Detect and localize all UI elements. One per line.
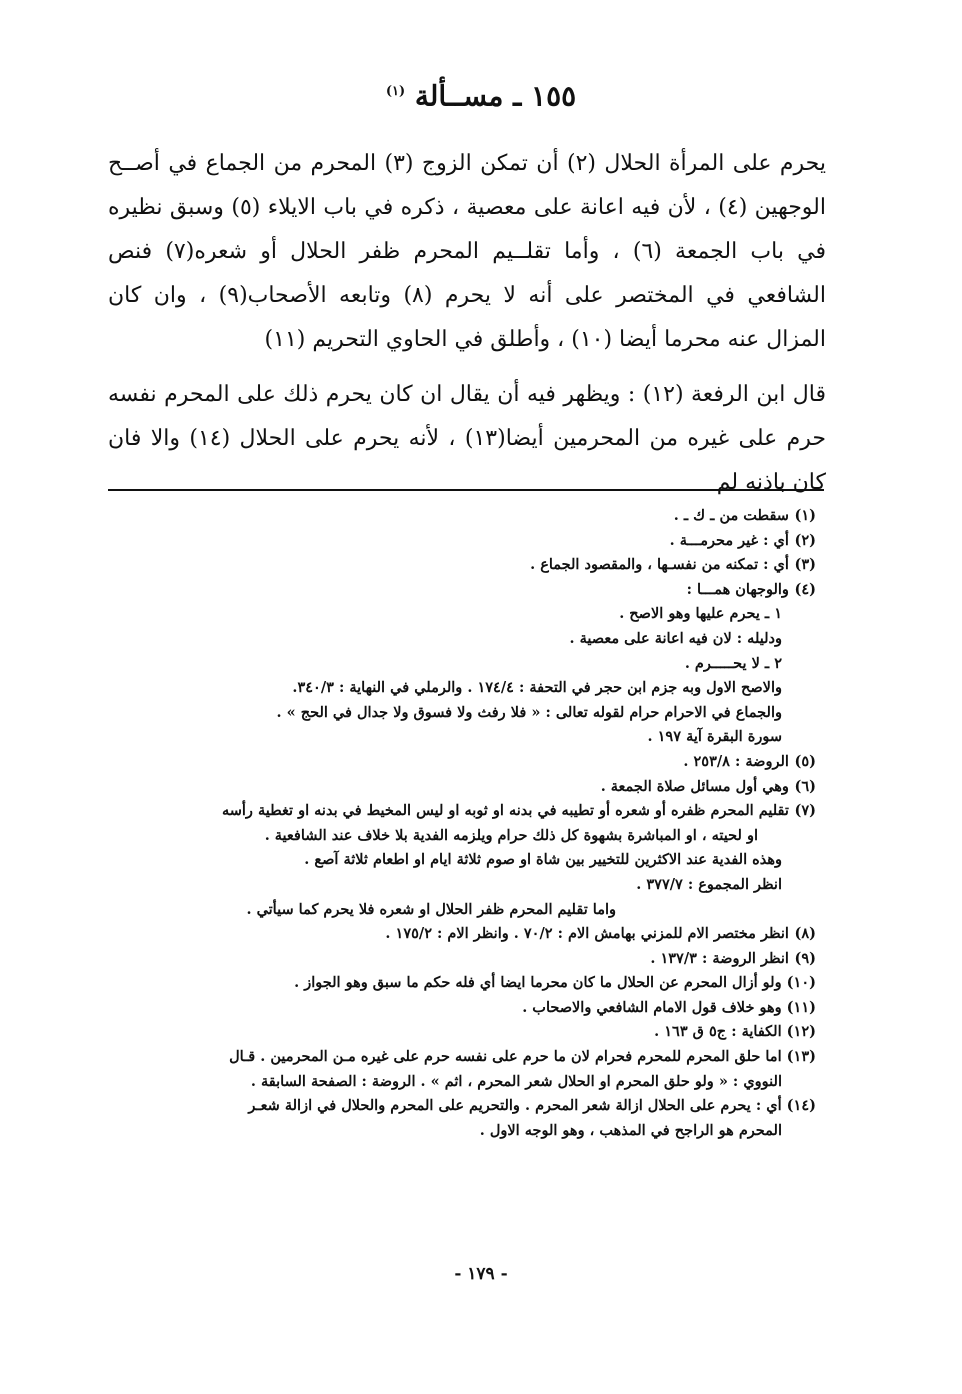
footnote-text: انظر الروضة : ١٣٧/٣ . [650, 949, 789, 967]
footnote-text: أي : يحرم على الحلال ازالة شعر المحرم . والتحريم على المحرم والحلال في ازالة شعـر [248, 1097, 782, 1115]
footnote-text: أي : تمكنه من نفسـها ، والمقصود الجماع . [530, 556, 789, 574]
footnote-line [104, 996, 816, 1021]
footnote-number: (١٠) [786, 974, 816, 992]
footnote-line [104, 529, 816, 554]
footnote-line [104, 848, 816, 873]
footnote-line [104, 1094, 816, 1119]
footnote-line [104, 775, 816, 800]
footnote-number: (٤) [794, 580, 816, 598]
footnote-text: تقليم المحرم ظفره أو شعره أو تطيبه في بدنه او ثوبه او ليس المخيط في بدنه او تغطية رأسه [221, 802, 789, 820]
footnote-line [104, 873, 816, 898]
heading-footnote-ref: (١) [385, 84, 406, 99]
footnote-number: (١٣) [786, 1048, 816, 1066]
issue-word: مســألة [414, 79, 504, 113]
footnote-line [104, 504, 816, 529]
footnote-line [104, 602, 816, 627]
issue-number: ١٥٥ [531, 79, 577, 113]
heading-dash: ـ [513, 79, 522, 113]
footnote-text: وهذه الفدية عند الاكثرين للتخيير بين شاة او صوم ثلاثة ايام او اطعام ثلاثة آصع . [304, 851, 782, 869]
footnote-number: (١) [794, 507, 816, 524]
footnote-text: والوجهان همـــا : [686, 580, 789, 598]
footnote-line [104, 701, 816, 726]
footnote-text: وهو خلاف قول الامام الشافعي والاصحاب . [522, 998, 782, 1016]
main-paragraph-1: يحرم على المرأة الحلال (٢) أن تمكن الزوج (٣) المحرم من الجماع في أصــح الوجهين (٤) ، لأن فيه اعانة على معصية ، ذكره في باب الايلاء (٥) وسبق نظيره في باب الجمعة (٦) ، وأما تقلــيم المحرم ظفر الحلال أو شعره(٧) فنص الشافعي في المختصر على أنه لا يحرم (٨) وتابعه الأصحاب(٩) ، وان كان المزال عنه محرما أيضا (١٠) ، وأطلق في الحاوي التحريم (١١) [108, 151, 827, 352]
footnote-text: الروضة : ٢٥٣/٨ . [683, 752, 789, 770]
footnotes [104, 504, 816, 1143]
footnote-text: انظر المجموع : ٣٧٧/٧ . [636, 875, 782, 893]
page-number: - ١٧٩ - [454, 1264, 508, 1284]
issue-heading [0, 72, 962, 116]
footnote-text: والجماع في الاحرام حرام لقوله تعالى : « فلا رفث ولا فسوق ولا جدال في الحج » . [276, 703, 782, 721]
footnote-text: او لحيته ، او المباشرة بشهوة كل ذلك حرام ويلزمه الفدية بلا خلاف عند الشافعية . [264, 826, 758, 844]
footnote-line [104, 1020, 816, 1045]
footnote-line [104, 750, 816, 775]
footnote-text: الكفاية : ج٥ ق ١٦٣ . [654, 1023, 782, 1041]
footnote-text: ودليله : لان فيه اعانة على معصية . [569, 629, 782, 647]
footnote-line [104, 799, 816, 824]
footnote-text: النووي : « ولو حلق المحرم او الحلال شعر المحرم ، اثم » . الروضة : الصفحة السابقة . [250, 1072, 782, 1090]
footnote-text: انظر مختصر الام للمزني بهامش الام : ٧٠/٢ . وانظر الام : ١٧٥/٢ . [385, 925, 789, 943]
footnote-number: (١١) [786, 998, 816, 1016]
footnote-number: (٨) [794, 925, 816, 943]
footnote-text: ١ ـ يحرم عليها وهو الاصح . [619, 605, 782, 623]
footnote-text: اما حلق المحرم للمحرم فحرام لان ما حرم على نفسه حرم على غيره مـن المحرمين . قـال [229, 1048, 782, 1066]
footnote-line [104, 725, 816, 750]
footnote-separator [108, 489, 824, 491]
footnote-line [104, 898, 816, 923]
footnote-number: (١٤) [786, 1097, 816, 1115]
footnote-number: (٥) [794, 752, 816, 770]
footnote-line [104, 1119, 816, 1144]
footnote-number: (١٢) [786, 1023, 816, 1041]
footnote-text: سورة البقرة آية ١٩٧ . [647, 728, 782, 746]
footnote-line [104, 922, 816, 947]
footnote-number: (٦) [794, 777, 816, 795]
footnote-line [104, 652, 816, 677]
footnote-text: واما تقليم المحرم ظفر الحلال او شعره فلا يحرم كما سيأتي . [246, 900, 616, 918]
footnote-line [104, 627, 816, 652]
footnote-line [104, 578, 816, 603]
footnote-text: المحرم هو الراجح في المذهب ، وهو الوجه الاول . [479, 1121, 782, 1139]
footnote-text: ولو أزال المحرم عن الحلال ما كان محرما ايضا أي فله حكم ما سبق وهو الجواز . [294, 974, 782, 992]
footnote-text: ٢ ـ لا يحـــــرم . [684, 654, 782, 672]
footnote-text: والاصح الاول وبه جزم ابن حجر في التحفة : ١٧٤/٤ . والرملي في النهاية : ٣٤٠/٣. [292, 679, 782, 697]
footnote-number: (٣) [794, 556, 816, 574]
footnote-number: (٩) [794, 949, 816, 967]
footnote-line [104, 676, 816, 701]
footnote-number: (٧) [794, 802, 816, 820]
footnote-text: أي : غير محرمـــة . [669, 531, 789, 549]
footnote-line [104, 824, 816, 849]
main-paragraph-2: قال ابن الرفعة (١٢) : ويظهر فيه أن يقال ان كان يحرم ذلك على المحرم نفسه حرم على غيره من المحرمين أيضا(١٣) ، لأنه يحرم على الحلال (١٤) والا فان كان باذنه لم [108, 382, 826, 495]
footnote-line [104, 971, 816, 996]
footnote-line [104, 553, 816, 578]
footnote-line [104, 1070, 816, 1095]
footnote-text: سقطت من ـ ك ـ . [673, 507, 789, 524]
footnote-number: (٢) [794, 531, 816, 549]
footnote-text: وهي أول مسائل صلاة الجمعة . [600, 777, 789, 795]
footnote-line [104, 947, 816, 972]
footnote-line [104, 1045, 816, 1070]
